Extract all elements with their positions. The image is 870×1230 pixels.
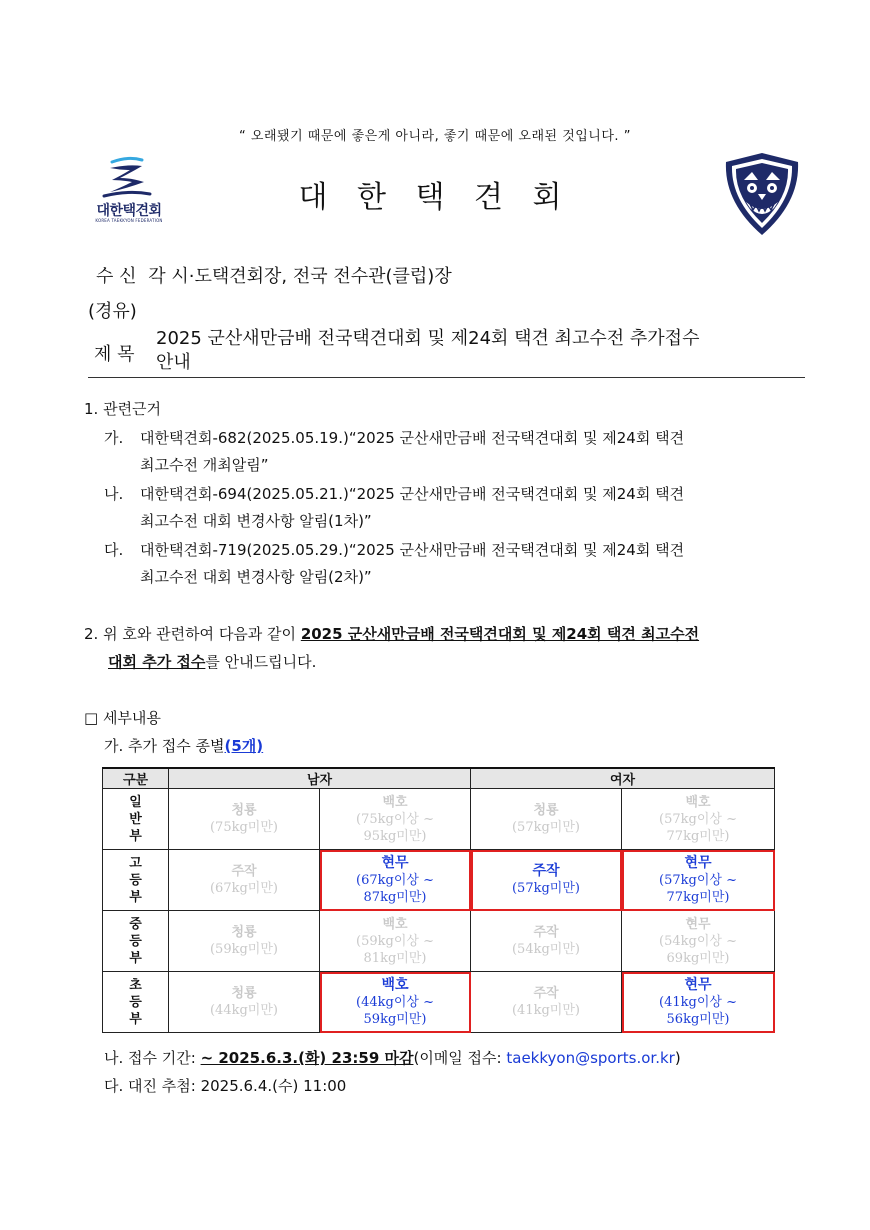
weight-class-cell: [169, 911, 320, 972]
section2-line-1: [84, 621, 699, 648]
item-b-email-label: (이메일 접수:: [413, 1049, 507, 1067]
emblem-logo: [720, 150, 804, 238]
weight-class-name: 주작: [231, 864, 257, 879]
section1-heading: 1. 관련근거: [84, 400, 162, 418]
item-line: 대한택견회-694(2025.05.21.)“2025 군산새만금배 전국택견대회 및 제24회 택견: [140, 485, 685, 503]
weight-class-name: 주작: [532, 863, 560, 879]
weight-class-name: 현무: [684, 976, 712, 993]
item-line: 최고수전 대회 변경사항 알림(2차)”: [140, 568, 372, 586]
weight-class-name: 청룡: [231, 925, 257, 940]
weight-range: (54kg미만): [511, 942, 580, 957]
header-divider: [88, 377, 805, 378]
header-male: 남자: [169, 768, 471, 789]
recipient-label: 수 신: [96, 266, 137, 287]
weight-class-cell: [169, 789, 320, 850]
item-a-prefix: 가. 추가 접수 종별: [104, 737, 225, 755]
subject-line-2: 안내: [156, 352, 191, 373]
weight-class-cell: [320, 972, 471, 1033]
weight-class-name: 백호: [685, 794, 711, 810]
details-item-c: 다. 대진 추첨: 2025.6.4.(수) 11:00: [104, 1077, 347, 1095]
item-marker: 가.: [104, 429, 124, 447]
weight-class-name: 현무: [381, 854, 409, 871]
section1-item-a: [104, 425, 804, 479]
weight-class-name: 백호: [382, 916, 408, 932]
subject-line-1: 2025 군산새만금배 전국택견대회 및 제24회 택견 최고수전 추가접수: [156, 328, 700, 349]
row-division-label: 일 반 부: [103, 789, 169, 850]
row-division-label: 중 등 부: [103, 911, 169, 972]
weight-range: (44kg이상 ~ 59kg미만): [356, 994, 434, 1027]
weight-class-name: 주작: [533, 986, 559, 1001]
weight-range: (57kg이상 ~ 77kg미만): [659, 811, 737, 844]
details-heading: □ 세부내용: [84, 709, 161, 727]
weight-class-cell: [320, 911, 471, 972]
weight-class-cell: [622, 911, 775, 972]
section1-item-c: [104, 537, 804, 591]
weight-class-name: 주작: [533, 925, 559, 940]
weight-class-cell: [471, 850, 622, 911]
weight-range: (57kg미만): [511, 881, 580, 896]
weight-class-cell: [169, 972, 320, 1033]
weight-range: (67kg미만): [209, 881, 278, 896]
weight-class-cell: [471, 911, 622, 972]
email-link[interactable]: taekkyon@sports.or.kr: [506, 1049, 675, 1067]
weight-range: (67kg이상 ~ 87kg미만): [356, 872, 434, 905]
weight-range: (75kg이상 ~ 95kg미만): [356, 811, 434, 844]
recipient-row: [96, 262, 452, 288]
weight-class-name: 청룡: [533, 803, 559, 818]
weight-class-cell: [471, 972, 622, 1033]
details-item-b: [104, 1045, 681, 1072]
details-item-a: [104, 733, 263, 760]
recipient-value: 각 시·도택견회장, 전국 전수관(클럽)장: [148, 266, 452, 287]
weight-range: (41kg미만): [511, 1003, 580, 1018]
weight-class-cell: [320, 850, 471, 911]
category-table: [102, 767, 775, 1033]
item-line: 대한택견회-719(2025.05.29.)“2025 군산새만금배 전국택견대회 및 제24회 택견: [140, 541, 685, 559]
weight-class-name: 백호: [381, 976, 409, 993]
weight-class-name: 청룡: [231, 803, 257, 818]
item-marker: 다.: [104, 541, 124, 559]
table-row: [103, 972, 775, 1033]
section2-prefix: 2. 위 호와 관련하여 다음과 같이: [84, 625, 301, 643]
item-b-deadline: ~ 2025.6.3.(화) 23:59 마감: [200, 1049, 414, 1067]
weight-class-cell: [169, 850, 320, 911]
section2-highlight-1: 2025 군산새만금배 전국택견대회 및 제24회 택견 최고수전: [300, 625, 700, 643]
page-title: 대 한 택 견 회: [298, 180, 572, 215]
item-b-close: ): [674, 1049, 681, 1067]
weight-class-name: 청룡: [231, 986, 257, 1001]
weight-class-name: 백호: [382, 794, 408, 810]
weight-range: (41kg이상 ~ 56kg미만): [659, 994, 737, 1027]
weight-range: (54kg이상 ~ 69kg미만): [659, 933, 737, 966]
weight-class-name: 현무: [684, 854, 712, 871]
item-line: 최고수전 개최알림”: [140, 456, 269, 474]
weight-range: (59kg이상 ~ 81kg미만): [356, 933, 434, 966]
item-a-count: (5개): [224, 737, 264, 755]
section2-line-2: [108, 649, 316, 676]
logo-text: 대한택견회: [96, 203, 162, 219]
weight-range: (44kg미만): [209, 1003, 278, 1018]
weight-class-cell: [471, 789, 622, 850]
item-b-prefix: 나. 접수 기간:: [104, 1049, 201, 1067]
item-marker: 나.: [104, 485, 124, 503]
weight-class-cell: [320, 789, 471, 850]
dokkaebi-emblem-icon: [720, 150, 804, 238]
table-row: [103, 789, 775, 850]
weight-class-name: 현무: [685, 916, 711, 932]
item-line: 최고수전 대회 변경사항 알림(1차)”: [140, 512, 372, 530]
row-division-label: 고 등 부: [103, 850, 169, 911]
table-row: [103, 911, 775, 972]
section2-highlight-2: 대회 추가 접수: [108, 653, 206, 671]
weight-range: (57kg미만): [511, 820, 580, 835]
motto: “ 오래됐기 때문에 좋은게 아니라, 좋기 때문에 오래된 것입니다. ”: [239, 129, 631, 144]
weight-range: (75kg미만): [209, 820, 278, 835]
section2-suffix: 를 안내드립니다.: [205, 653, 317, 671]
header-female: 여자: [471, 768, 775, 789]
table-row: [103, 850, 775, 911]
subject-label: 제 목: [94, 344, 135, 365]
weight-class-cell: [622, 972, 775, 1033]
weight-class-cell: [622, 789, 775, 850]
weight-range: (59kg미만): [209, 942, 278, 957]
header-division: 구분: [103, 768, 169, 789]
logo-subtext: KOREA TAEKKYON FEDERATION: [95, 218, 163, 223]
row-division-label: 초 등 부: [103, 972, 169, 1033]
subject-value: [156, 327, 699, 375]
item-line: 대한택견회-682(2025.05.19.)“2025 군산새만금배 전국택견대회 및 제24회 택견: [140, 429, 685, 447]
weight-class-cell: [622, 850, 775, 911]
weight-range: (57kg이상 ~ 77kg미만): [659, 872, 737, 905]
via-label: (경유): [88, 301, 137, 322]
section1-item-b: [104, 481, 804, 535]
